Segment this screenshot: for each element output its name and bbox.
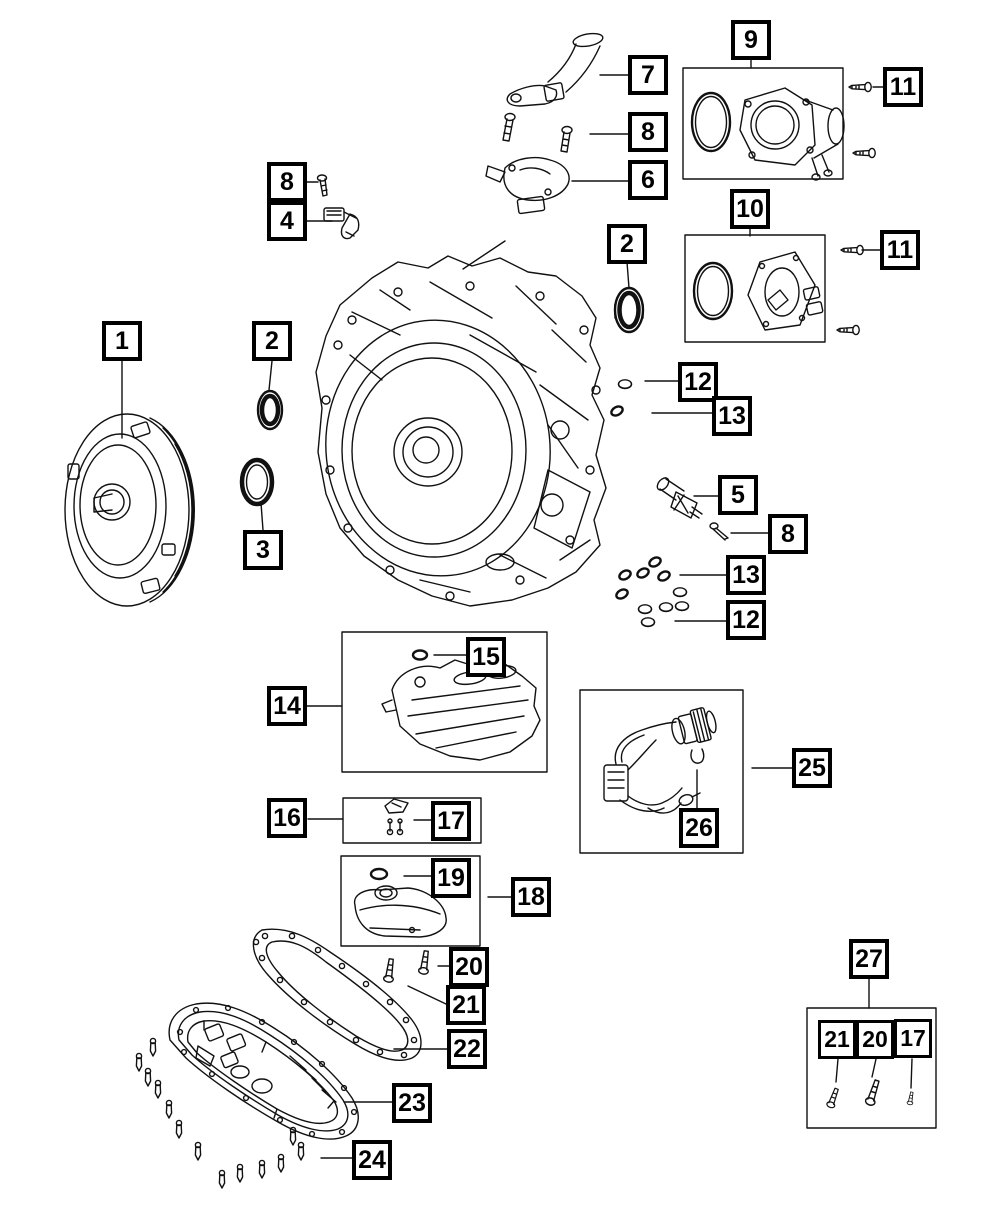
callout-6[interactable]: 6	[628, 160, 668, 200]
callout-8-left[interactable]: 8	[267, 162, 307, 202]
callout-11-lower[interactable]: 11	[880, 230, 920, 270]
clip-26-shape	[691, 749, 704, 763]
callout-18[interactable]: 18	[511, 877, 551, 917]
bolt-chart-27-drawing	[826, 1079, 915, 1109]
pan-screws-24-drawing	[136, 1038, 303, 1188]
callout-7[interactable]: 7	[628, 55, 668, 95]
callout-21-chart[interactable]: 21	[818, 1020, 856, 1059]
valve-body-drawing	[382, 651, 540, 761]
callout-8-right[interactable]: 8	[768, 514, 808, 554]
transmission-case-drawing	[313, 256, 606, 606]
cover-10-drawing	[694, 252, 823, 330]
plugs-12-13-upper-drawing	[610, 380, 632, 418]
callout-12-upper[interactable]: 12	[678, 362, 718, 402]
oil-pan-drawing	[169, 1003, 358, 1139]
callout-20[interactable]: 20	[449, 947, 489, 987]
callout-2-left[interactable]: 2	[252, 321, 292, 361]
callout-15[interactable]: 15	[466, 637, 506, 677]
callout-8-top[interactable]: 8	[628, 112, 668, 152]
wiring-harness-drawing	[604, 705, 719, 813]
frame-cover-10	[685, 235, 825, 342]
seal-2-left-drawing	[258, 391, 282, 429]
bolt-8-right-drawing	[710, 523, 728, 540]
callout-12-lower[interactable]: 12	[726, 600, 766, 640]
bolts-20-21-drawing	[383, 950, 431, 982]
callout-25[interactable]: 25	[792, 748, 832, 788]
pump-9-drawing	[692, 88, 844, 180]
bracket-16-17-drawing	[385, 799, 408, 835]
callout-3[interactable]: 3	[243, 530, 283, 570]
callout-4[interactable]: 4	[267, 201, 307, 241]
callout-13-lower[interactable]: 13	[726, 555, 766, 595]
callout-2-center[interactable]: 2	[607, 224, 647, 264]
filler-tube-7-drawing	[507, 31, 604, 106]
callout-11-upper[interactable]: 11	[883, 67, 923, 107]
callout-14[interactable]: 14	[267, 686, 307, 726]
screw-8-left-drawing	[318, 175, 328, 196]
callout-24[interactable]: 24	[352, 1140, 392, 1180]
leader-lines	[122, 58, 912, 1158]
speed-sensor-4-drawing	[324, 208, 359, 239]
callout-26[interactable]: 26	[679, 808, 719, 848]
callout-9[interactable]: 9	[731, 20, 771, 60]
orings-13-cluster-drawing	[615, 556, 671, 601]
input-sensor-5-drawing	[655, 476, 702, 518]
callout-17-chart[interactable]: 17	[894, 1019, 932, 1058]
callout-5[interactable]: 5	[718, 475, 758, 515]
callout-21[interactable]: 21	[446, 985, 486, 1025]
frame-pump-9	[683, 68, 843, 179]
callout-10[interactable]: 10	[730, 189, 770, 229]
torque-converter-drawing	[65, 414, 194, 606]
callout-22[interactable]: 22	[447, 1029, 487, 1069]
callout-1[interactable]: 1	[102, 321, 142, 361]
seal-2-center-drawing	[615, 288, 643, 332]
callout-17[interactable]: 17	[431, 801, 471, 841]
callout-13-upper[interactable]: 13	[712, 396, 752, 436]
callout-19[interactable]: 19	[431, 858, 471, 898]
bolts-8-top-drawing	[503, 114, 572, 153]
callout-16[interactable]: 16	[267, 798, 307, 838]
seal-ring-3-drawing	[242, 460, 272, 504]
callout-23[interactable]: 23	[392, 1083, 432, 1123]
shift-lever-sensor-6-drawing	[486, 158, 569, 214]
callout-27[interactable]: 27	[849, 939, 889, 979]
callout-20-chart[interactable]: 20	[856, 1020, 894, 1059]
